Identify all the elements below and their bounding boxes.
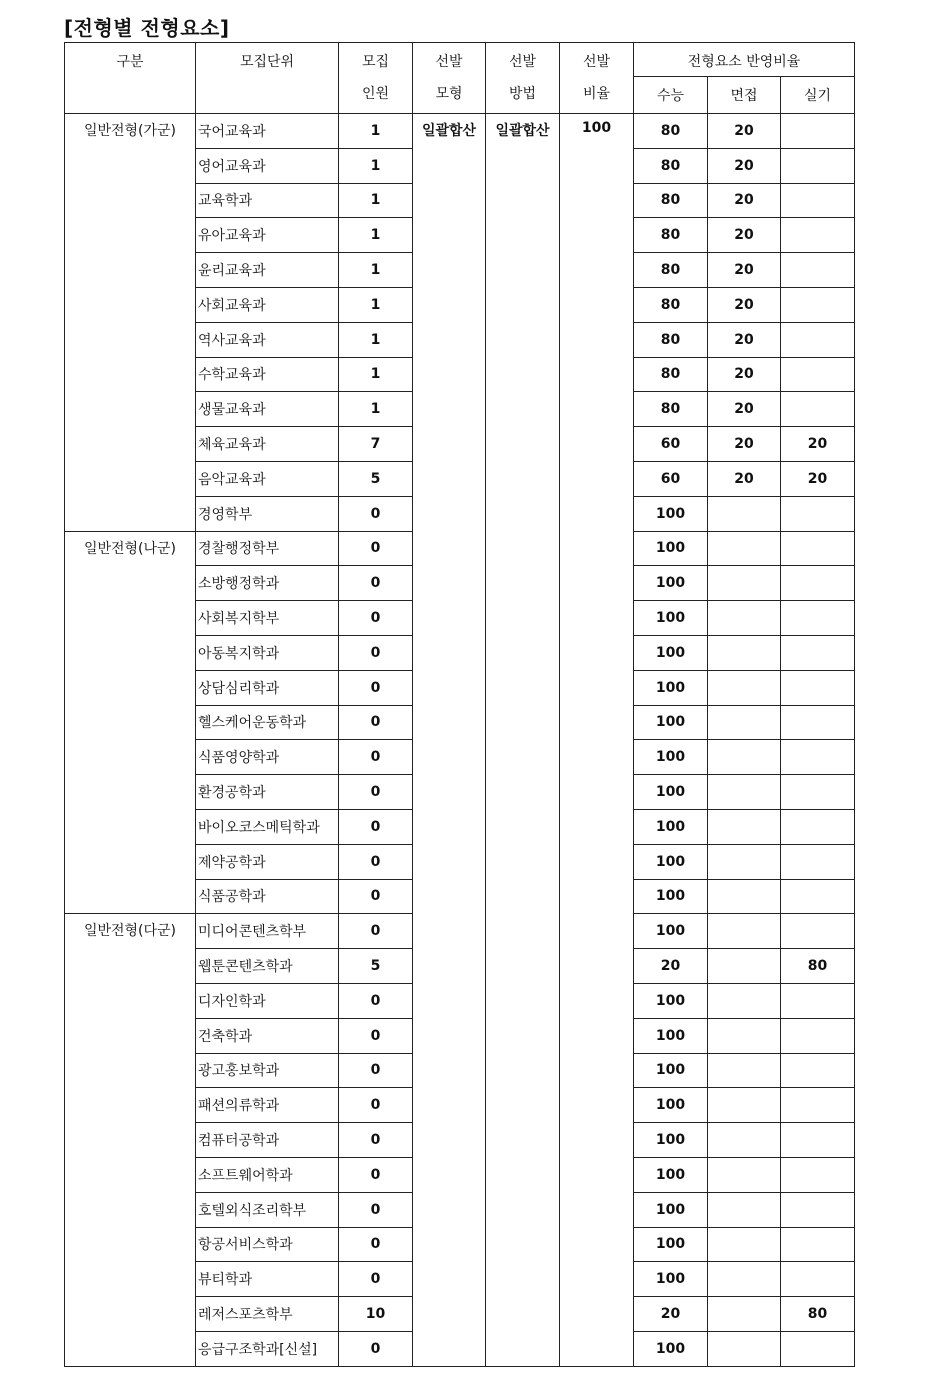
department-name: 음악교육과	[196, 461, 339, 496]
practical-value	[781, 218, 855, 253]
suneung-value: 100	[634, 635, 708, 670]
interview-value: 20	[708, 357, 781, 392]
quota-value: 0	[339, 1123, 413, 1158]
quota-value: 0	[339, 1192, 413, 1227]
department-name: 식품영양학과	[196, 740, 339, 775]
practical-value: 20	[781, 427, 855, 462]
quota-value: 0	[339, 1018, 413, 1053]
group-name: 일반전형(나군)	[65, 531, 196, 914]
header-model-line1: 선발	[435, 54, 463, 70]
interview-value: 20	[708, 287, 781, 322]
interview-value	[708, 740, 781, 775]
interview-value	[708, 635, 781, 670]
interview-value	[708, 566, 781, 601]
practical-value	[781, 670, 855, 705]
suneung-value: 80	[634, 148, 708, 183]
header-quota-line2: 인원	[361, 86, 390, 102]
department-name: 역사교육과	[196, 322, 339, 357]
group-name: 일반전형(가군)	[65, 114, 196, 532]
department-name: 패션의류학과	[196, 1088, 339, 1123]
header-unit: 모집단위	[196, 43, 339, 114]
group-name: 일반전형(다군)	[65, 914, 196, 1366]
header-quota	[339, 43, 413, 114]
practical-value	[781, 566, 855, 601]
suneung-value: 100	[634, 705, 708, 740]
practical-value	[781, 253, 855, 288]
interview-value	[708, 705, 781, 740]
suneung-value: 100	[634, 914, 708, 949]
suneung-value: 80	[634, 392, 708, 427]
suneung-value: 60	[634, 427, 708, 462]
interview-value: 20	[708, 461, 781, 496]
suneung-value: 100	[634, 844, 708, 879]
interview-value: 20	[708, 322, 781, 357]
header-practical: 실기	[781, 77, 855, 114]
interview-value	[708, 949, 781, 984]
suneung-value: 80	[634, 287, 708, 322]
department-name: 환경공학과	[196, 775, 339, 810]
practical-value	[781, 1088, 855, 1123]
department-name: 교육학과	[196, 183, 339, 218]
interview-value	[708, 983, 781, 1018]
suneung-value: 100	[634, 983, 708, 1018]
header-interview: 면접	[708, 77, 781, 114]
suneung-value: 80	[634, 183, 708, 218]
department-name: 호텔외식조리학부	[196, 1192, 339, 1227]
department-name: 디자인학과	[196, 983, 339, 1018]
quota-value: 0	[339, 879, 413, 914]
practical-value	[781, 601, 855, 636]
quota-value: 1	[339, 148, 413, 183]
practical-value	[781, 531, 855, 566]
department-name: 윤리교육과	[196, 253, 339, 288]
selection-ratio: 100	[560, 114, 634, 1367]
department-name: 레저스포츠학부	[196, 1297, 339, 1332]
header-model-line2: 모형	[435, 86, 463, 102]
header-category: 구분	[65, 43, 196, 114]
suneung-value: 100	[634, 1262, 708, 1297]
practical-value	[781, 1157, 855, 1192]
department-name: 미디어콘텐츠학부	[196, 914, 339, 949]
suneung-value: 100	[634, 740, 708, 775]
practical-value: 80	[781, 949, 855, 984]
quota-value: 1	[339, 218, 413, 253]
practical-value	[781, 705, 855, 740]
quota-value: 0	[339, 740, 413, 775]
practical-value	[781, 1018, 855, 1053]
practical-value	[781, 114, 855, 149]
department-name: 체육교육과	[196, 427, 339, 462]
interview-value: 20	[708, 218, 781, 253]
interview-value	[708, 531, 781, 566]
quota-value: 0	[339, 1227, 413, 1262]
suneung-value: 80	[634, 322, 708, 357]
quota-value: 10	[339, 1297, 413, 1332]
quota-value: 0	[339, 496, 413, 531]
department-name: 상담심리학과	[196, 670, 339, 705]
department-name: 웹툰콘텐츠학과	[196, 949, 339, 984]
department-name: 제약공학과	[196, 844, 339, 879]
department-name: 광고홍보학과	[196, 1053, 339, 1088]
practical-value	[781, 1227, 855, 1262]
practical-value: 80	[781, 1297, 855, 1332]
suneung-value: 100	[634, 775, 708, 810]
quota-value: 0	[339, 1157, 413, 1192]
practical-value	[781, 1192, 855, 1227]
header-model	[413, 43, 486, 114]
department-name: 바이오코스메틱학과	[196, 809, 339, 844]
interview-value	[708, 670, 781, 705]
header-method-line1: 선발	[508, 54, 537, 70]
quota-value: 0	[339, 635, 413, 670]
interview-value	[708, 1123, 781, 1158]
department-name: 생물교육과	[196, 392, 339, 427]
interview-value	[708, 1192, 781, 1227]
table-body	[65, 114, 855, 1367]
suneung-value: 100	[634, 670, 708, 705]
department-name: 경찰행정학부	[196, 531, 339, 566]
suneung-value: 100	[634, 1157, 708, 1192]
quota-value: 1	[339, 183, 413, 218]
admission-elements-table	[64, 42, 855, 1367]
department-name: 사회복지학부	[196, 601, 339, 636]
selection-method: 일괄합산	[486, 114, 560, 1367]
quota-value: 0	[339, 566, 413, 601]
practical-value	[781, 740, 855, 775]
quota-value: 0	[339, 1088, 413, 1123]
department-name: 식품공학과	[196, 879, 339, 914]
practical-value	[781, 844, 855, 879]
department-name: 건축학과	[196, 1018, 339, 1053]
practical-value	[781, 879, 855, 914]
practical-value	[781, 1053, 855, 1088]
department-name: 뷰티학과	[196, 1262, 339, 1297]
practical-value	[781, 392, 855, 427]
practical-value	[781, 183, 855, 218]
page-title: [전형별 전형요소]	[64, 16, 230, 40]
quota-value: 1	[339, 114, 413, 149]
interview-value: 20	[708, 253, 781, 288]
interview-value: 20	[708, 148, 781, 183]
interview-value	[708, 1018, 781, 1053]
interview-value: 20	[708, 392, 781, 427]
suneung-value: 80	[634, 357, 708, 392]
department-name: 국어교육과	[196, 114, 339, 149]
header-quota-line1: 모집	[361, 54, 390, 70]
suneung-value: 100	[634, 879, 708, 914]
practical-value	[781, 496, 855, 531]
practical-value	[781, 775, 855, 810]
quota-value: 0	[339, 914, 413, 949]
header-ratio-line2: 비율	[582, 86, 611, 102]
practical-value	[781, 1331, 855, 1366]
department-name: 헬스케어운동학과	[196, 705, 339, 740]
quota-value: 1	[339, 357, 413, 392]
interview-value	[708, 601, 781, 636]
practical-value	[781, 322, 855, 357]
department-name: 응급구조학과[신설]	[196, 1331, 339, 1366]
interview-value	[708, 1157, 781, 1192]
practical-value	[781, 983, 855, 1018]
quota-value: 1	[339, 287, 413, 322]
practical-value	[781, 1123, 855, 1158]
quota-value: 5	[339, 461, 413, 496]
interview-value	[708, 1053, 781, 1088]
interview-value: 20	[708, 427, 781, 462]
interview-value	[708, 775, 781, 810]
interview-value	[708, 1297, 781, 1332]
department-name: 영어교육과	[196, 148, 339, 183]
interview-value	[708, 1227, 781, 1262]
suneung-value: 100	[634, 809, 708, 844]
suneung-value: 100	[634, 1053, 708, 1088]
practical-value	[781, 148, 855, 183]
header-elements: 전형요소 반영비율	[634, 43, 855, 77]
suneung-value: 100	[634, 566, 708, 601]
header-method	[486, 43, 560, 114]
quota-value: 5	[339, 949, 413, 984]
suneung-value: 100	[634, 1123, 708, 1158]
quota-value: 0	[339, 983, 413, 1018]
interview-value	[708, 879, 781, 914]
department-name: 아동복지학과	[196, 635, 339, 670]
quota-value: 1	[339, 392, 413, 427]
quota-value: 1	[339, 253, 413, 288]
suneung-value: 80	[634, 218, 708, 253]
interview-value	[708, 1262, 781, 1297]
suneung-value: 100	[634, 1227, 708, 1262]
suneung-value: 100	[634, 1018, 708, 1053]
suneung-value: 80	[634, 114, 708, 149]
department-name: 소프트웨어학과	[196, 1157, 339, 1192]
suneung-value: 80	[634, 253, 708, 288]
practical-value	[781, 1262, 855, 1297]
header-suneung: 수능	[634, 77, 708, 114]
interview-value	[708, 844, 781, 879]
quota-value: 0	[339, 809, 413, 844]
suneung-value: 100	[634, 531, 708, 566]
quota-value: 0	[339, 1053, 413, 1088]
interview-value: 20	[708, 183, 781, 218]
quota-value: 0	[339, 705, 413, 740]
quota-value: 0	[339, 1262, 413, 1297]
interview-value	[708, 1088, 781, 1123]
header-ratio	[560, 43, 634, 114]
practical-value: 20	[781, 461, 855, 496]
department-name: 유아교육과	[196, 218, 339, 253]
interview-value	[708, 914, 781, 949]
quota-value: 0	[339, 601, 413, 636]
suneung-value: 20	[634, 1297, 708, 1332]
interview-value	[708, 496, 781, 531]
department-name: 경영학부	[196, 496, 339, 531]
quota-value: 0	[339, 1331, 413, 1366]
suneung-value: 100	[634, 496, 708, 531]
selection-model: 일괄합산	[413, 114, 486, 1367]
department-name: 항공서비스학과	[196, 1227, 339, 1262]
practical-value	[781, 357, 855, 392]
suneung-value: 100	[634, 1088, 708, 1123]
department-name: 수학교육과	[196, 357, 339, 392]
interview-value: 20	[708, 114, 781, 149]
interview-value	[708, 809, 781, 844]
quota-value: 0	[339, 670, 413, 705]
quota-value: 0	[339, 844, 413, 879]
suneung-value: 100	[634, 1192, 708, 1227]
department-name: 소방행정학과	[196, 566, 339, 601]
interview-value	[708, 1331, 781, 1366]
practical-value	[781, 809, 855, 844]
quota-value: 0	[339, 531, 413, 566]
practical-value	[781, 914, 855, 949]
suneung-value: 60	[634, 461, 708, 496]
table-row	[65, 114, 855, 149]
header-ratio-line1: 선발	[582, 54, 611, 70]
quota-value: 7	[339, 427, 413, 462]
quota-value: 0	[339, 775, 413, 810]
quota-value: 1	[339, 322, 413, 357]
suneung-value: 100	[634, 601, 708, 636]
department-name: 사회교육과	[196, 287, 339, 322]
header-method-line2: 방법	[508, 86, 537, 102]
suneung-value: 100	[634, 1331, 708, 1366]
suneung-value: 20	[634, 949, 708, 984]
practical-value	[781, 287, 855, 322]
practical-value	[781, 635, 855, 670]
department-name: 컴퓨터공학과	[196, 1123, 339, 1158]
